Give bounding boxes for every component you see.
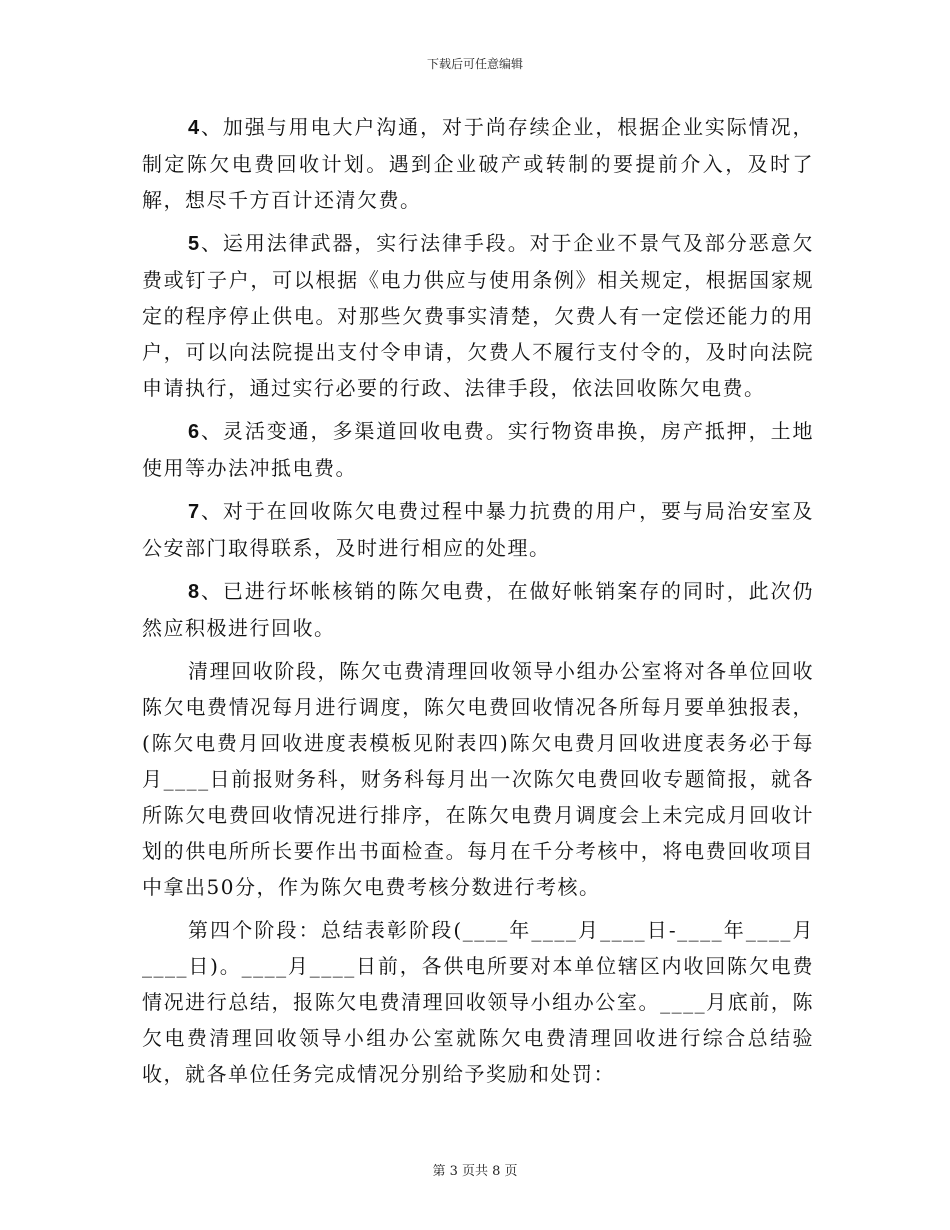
paragraph-5 [142, 225, 814, 406]
item-number: 8 [188, 581, 201, 603]
paragraph-7 [142, 493, 814, 566]
paragraph-text: 、运用法律武器，实行法律手段。对于企业不景气及部分恶意欠费或钉子户，可以根据《电力供应与使用条例》相关规定，根据国家规定的程序停止供电。对那些欠费事实清楚，欠费人有一定偿还能力的用户，可以向法院提出支付令申请，欠费人不履行支付令的，及时向法院申请执行，通过实行必要的行政、法律手段，依法回收陈欠电费。 [142, 231, 814, 400]
document-body [142, 109, 814, 1099]
page-footer: 第 3 页共 8 页 [432, 1164, 518, 1179]
paragraph-4 [142, 109, 814, 218]
paragraph-text: 第四个阶段：总结表彰阶段(____年____月____日-____年____月____日)。____月____日前，各供电所要对本单位辖区内收回陈欠电费情况进行总结，报陈欠电费清理回收领导小组办公室。____月底前，陈欠电费清理回收领导小组办公室就陈欠电费清理回收进行综合总结验收，就各单位任务完成情况分别给予奖励和处罚： [142, 918, 814, 1086]
paragraph-text: 、灵活变通，多渠道回收电费。实行物资串换，房产抵押，土地使用等办法冲抵电费。 [142, 419, 814, 480]
paragraph-8 [142, 573, 814, 646]
paragraph-stage-four [142, 912, 814, 1092]
page-header: 下载后可任意编辑 [426, 57, 523, 71]
paragraph-text: 、加强与用电大户沟通，对于尚存续企业，根据企业实际情况，制定陈欠电费回收计划。遇到企业破产或转制的要提前介入，及时了解，想尽千方百计还清欠费。 [142, 115, 814, 212]
paragraph-recovery-stage [142, 653, 814, 905]
item-number: 5 [188, 233, 201, 255]
item-number: 7 [188, 501, 201, 523]
paragraph-text: 、已进行坏帐核销的陈欠电费，在做好帐销案存的同时，此次仍然应积极进行回收。 [142, 579, 814, 640]
item-number: 6 [188, 421, 201, 443]
item-number: 4 [188, 117, 201, 139]
paragraph-6 [142, 413, 814, 486]
paragraph-text: 、对于在回收陈欠电费过程中暴力抗费的用户，要与局治安室及公安部门取得联系，及时进行相应的处理。 [142, 499, 814, 560]
paragraph-text: 清理回收阶段，陈欠屯费清理回收领导小组办公室将对各单位回收陈欠电费情况每月进行调度，陈欠电费回收情况各所每月要单独报表，(陈欠电费月回收进度表模板见附表四)陈欠电费月回收进度表务必于每月____日前报财务科，财务科每月出一次陈欠电费回收专题简报，就各所陈欠电费回收情况进行排序，在陈欠电费月调度会上未完成月回收计划的供电所所长要作出书面检查。每月在千分考核中，将电费回收项目中拿出50分，作为陈欠电费考核分数进行考核。 [142, 659, 814, 899]
